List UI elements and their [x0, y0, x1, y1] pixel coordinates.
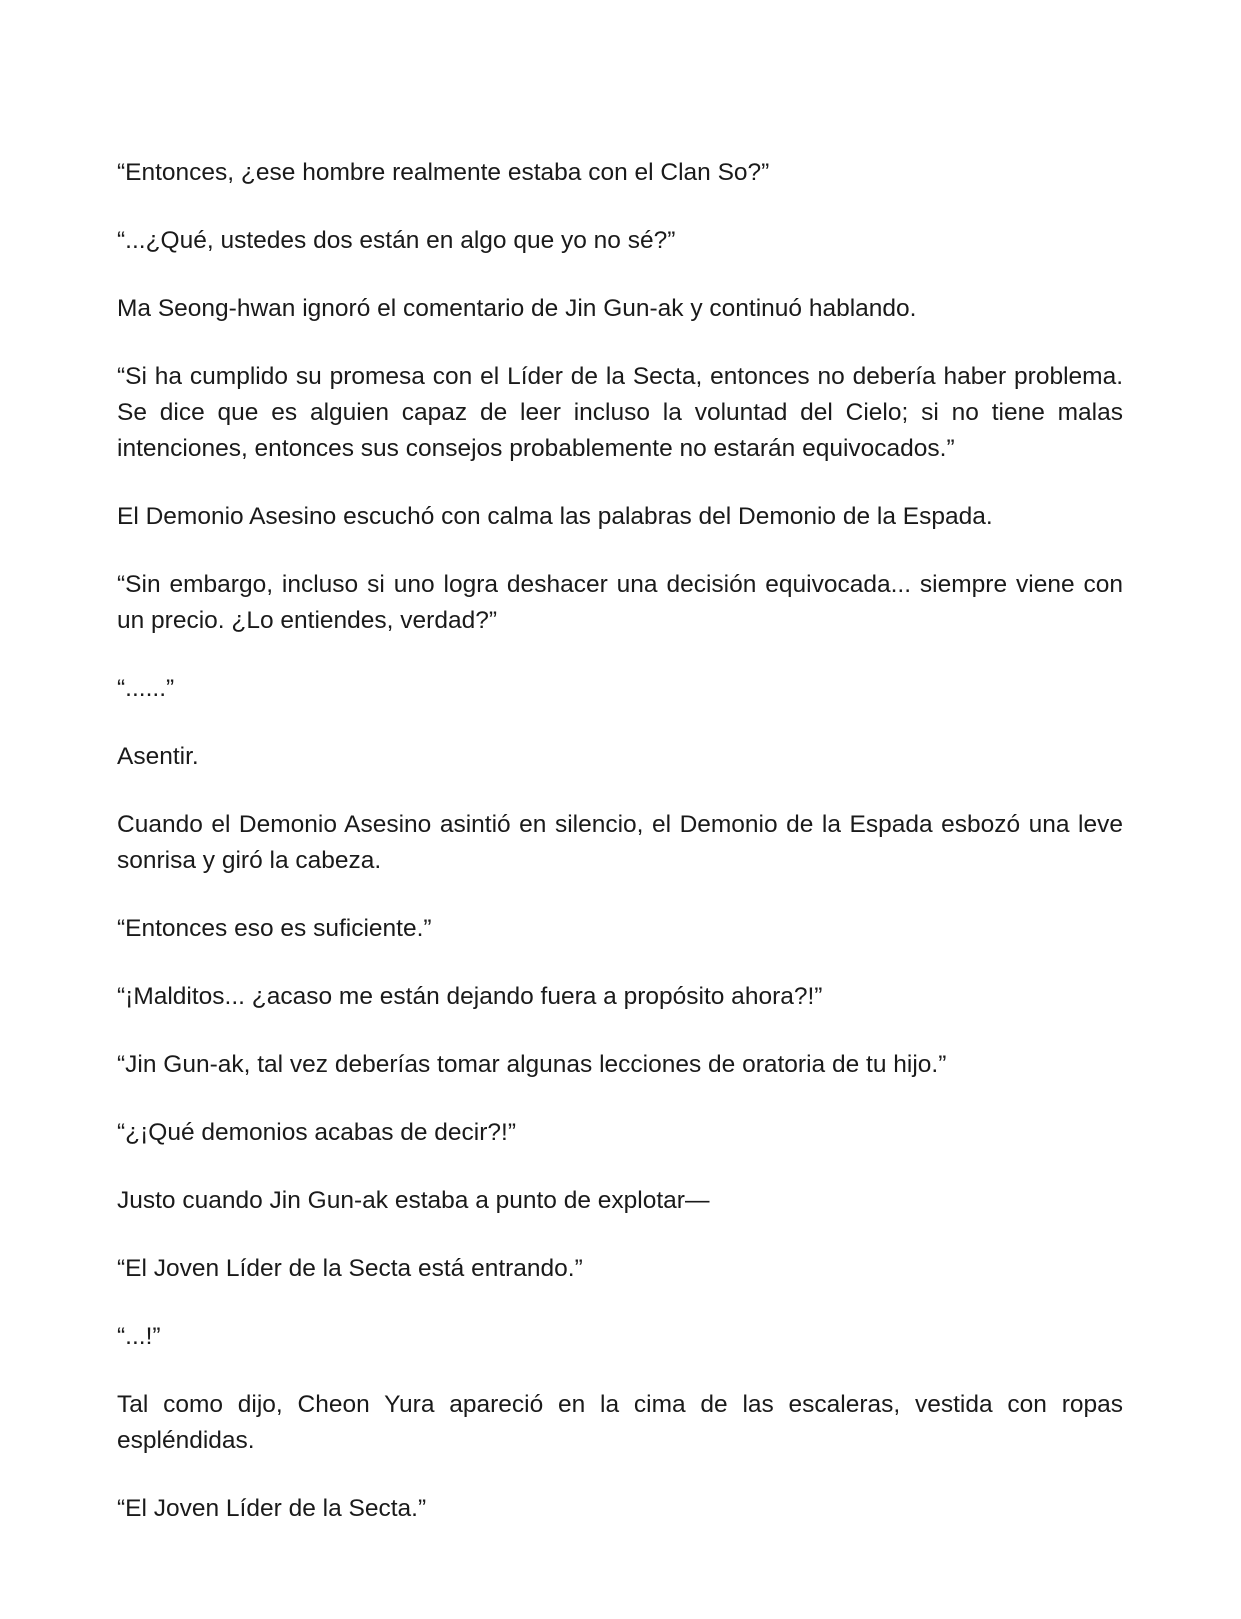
paragraph-9: Cuando el Demonio Asesino asintió en silencio, el Demonio de la Espada esbozó una leve sonrisa y giró la cabeza.: [117, 811, 1123, 874]
paragraph-17: Tal como dijo, Cheon Yura apareció en la cima de las escaleras, vestida con ropas espléndidas.: [117, 1391, 1123, 1454]
paragraph-11: “¡Malditos... ¿acaso me están dejando fuera a propósito ahora?!”: [117, 983, 823, 1010]
paragraph-1: “Entonces, ¿ese hombre realmente estaba con el Clan So?”: [117, 159, 770, 186]
paragraph-4: “Si ha cumplido su promesa con el Líder de la Secta, entonces no debería haber problema. Se dice que es alguien capaz de leer incluso la voluntad del Cielo; si no tiene malas intenciones, entonces sus consejos probablemente no estarán equivocados.”: [117, 363, 1123, 462]
paragraph-10: “Entonces eso es suficiente.”: [117, 915, 432, 942]
paragraph-3: Ma Seong-hwan ignoró el comentario de Jin Gun-ak y continuó hablando.: [117, 295, 917, 322]
paragraph-13: “¿¡Qué demonios acabas de decir?!”: [117, 1119, 516, 1146]
paragraph-2: “...¿Qué, ustedes dos están en algo que yo no sé?”: [117, 227, 676, 254]
paragraph-15: “El Joven Líder de la Secta está entrando.”: [117, 1255, 583, 1282]
paragraph-5: El Demonio Asesino escuchó con calma las palabras del Demonio de la Espada.: [117, 503, 993, 530]
paragraph-12: “Jin Gun-ak, tal vez deberías tomar algunas lecciones de oratoria de tu hijo.”: [117, 1051, 947, 1078]
document-body: [117, 155, 1123, 1559]
paragraph-14: Justo cuando Jin Gun-ak estaba a punto de explotar—: [117, 1187, 710, 1214]
paragraph-18: “El Joven Líder de la Secta.”: [117, 1495, 427, 1522]
paragraph-8: Asentir.: [117, 743, 199, 770]
paragraph-7: “......”: [117, 675, 175, 702]
paragraph-16: “...!”: [117, 1323, 161, 1350]
paragraph-6: “Sin embargo, incluso si uno logra deshacer una decisión equivocada... siempre viene con un precio. ¿Lo entiendes, verdad?”: [117, 571, 1123, 634]
